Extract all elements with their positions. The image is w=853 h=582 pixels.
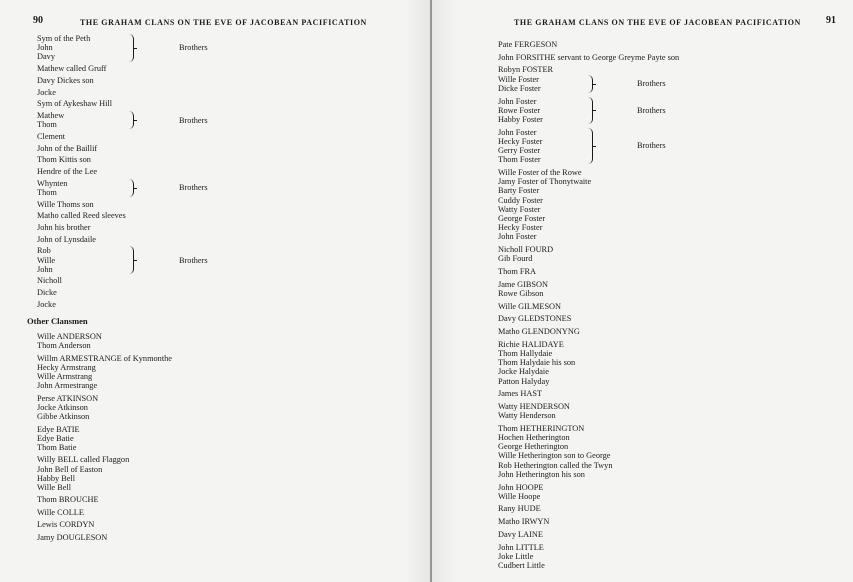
name-entry: Thom Kittis son [37, 155, 91, 165]
name-group [498, 327, 679, 336]
name-entry: Thom [37, 187, 57, 197]
book-gutter [430, 0, 432, 582]
name-group [37, 520, 172, 529]
name-group [37, 508, 172, 517]
name-entry: John his brother [37, 222, 91, 232]
name-entry: Jamy Foster of Thonytwaite [498, 177, 592, 187]
name-entry: Barty Foster [498, 186, 540, 196]
name-entry: Hochen Hetherington [498, 433, 570, 443]
name-group [37, 425, 172, 453]
name-entry: Wille COLLE [37, 507, 84, 517]
name-entry: John Foster [498, 127, 537, 137]
name-entry: John HOOPE [498, 482, 544, 492]
name-group [37, 235, 172, 244]
brothers-group [37, 34, 208, 62]
name-entry: Rowe Foster [498, 105, 541, 115]
name-group [498, 53, 679, 62]
name-entry: Perse ATKINSON [37, 393, 99, 403]
name-entry: Mathew called Gruff [37, 64, 107, 74]
name-entry: Rob Hetherington called the Twyn [498, 460, 613, 470]
name-entry: Thom HETHERINGTON [498, 423, 585, 433]
name-entry: Watty Henderson [498, 411, 556, 421]
name-entry: Thom Anderson [37, 341, 91, 351]
name-entry: Davy LAINE [498, 529, 543, 539]
name-entry: Rob [37, 246, 51, 256]
left-page-number: 90 [33, 15, 43, 26]
name-entry: Dicke Foster [498, 83, 541, 93]
name-group [37, 223, 172, 232]
brothers-label: Brothers [179, 255, 208, 265]
name-entry: Joke Little [498, 551, 534, 561]
brace-bracket [129, 246, 134, 274]
name-entry: Willm ARMESTRANGE of Kynmonthe [37, 353, 172, 363]
name-entry: Thom Hallydaie [498, 348, 553, 358]
brothers-group [37, 110, 208, 130]
brothers-label: Brothers [179, 43, 208, 53]
name-group [498, 424, 679, 479]
name-entry: Matho IRWYN [498, 517, 550, 527]
name-group [37, 354, 172, 391]
name-group [37, 211, 172, 220]
name-group [498, 389, 679, 398]
name-entry: John [37, 264, 53, 274]
name-group [37, 155, 172, 164]
right-page-column [498, 40, 679, 570]
name-entry: Nicholl [37, 276, 62, 286]
name-group [37, 132, 172, 141]
name-entry: Sym of Aykeshaw Hill [37, 99, 113, 109]
name-entry: Pate FERGESON [498, 40, 558, 49]
name-group [498, 530, 679, 539]
name-entry: John of the Baillif [37, 143, 98, 153]
name-entry: Hecky Foster [498, 136, 543, 146]
name-entry: George Hetherington [498, 442, 569, 452]
right-page-header: THE GRAHAM CLANS ON THE EVE OF JACOBEAN PACIFICATION [514, 18, 801, 27]
name-entry: James HAST [498, 389, 543, 399]
name-group [37, 88, 172, 97]
name-entry: Wille ANDERSON [37, 332, 102, 342]
name-group [498, 543, 679, 571]
name-entry: Wille [37, 255, 56, 265]
name-entry: Gerry Foster [498, 146, 541, 156]
name-group [498, 245, 679, 263]
brothers-group [37, 246, 208, 274]
name-group [37, 288, 172, 297]
name-entry: Habby Bell [37, 473, 76, 483]
name-entry: Hecky Foster [498, 223, 543, 233]
brace-bracket [129, 179, 134, 197]
name-group [498, 483, 679, 501]
section-title: Other Clansmen [27, 316, 88, 327]
brothers-label: Brothers [179, 115, 208, 125]
name-group [498, 504, 679, 513]
name-entry: Cudbert Little [498, 560, 545, 570]
name-group [37, 99, 172, 108]
name-entry: Wille Hetherington son to George [498, 451, 611, 461]
name-entry: Jocke Halydaie [498, 367, 549, 377]
name-entry: Wille GILMESON [498, 301, 562, 311]
name-entry: Wille Foster [498, 74, 539, 84]
name-group [37, 144, 172, 153]
brace-bracket [588, 97, 593, 125]
name-entry: Wille Armstrang [37, 372, 93, 382]
name-entry: John Hetherington his son [498, 469, 585, 479]
name-group [37, 64, 172, 73]
name-group [37, 200, 172, 209]
right-page-number: 91 [826, 15, 836, 26]
name-group [37, 300, 172, 309]
name-entry: Hendre of the Lee [37, 166, 98, 176]
name-entry: George Foster [498, 213, 546, 223]
name-entry: Nicholl FOURD [498, 245, 554, 255]
name-entry: Jocke Atkinson [37, 403, 88, 413]
name-group [498, 302, 679, 311]
name-entry: Watty Foster [498, 204, 541, 214]
name-entry: Davy GLEDSTONES [498, 314, 572, 324]
name-entry: Matho GLENDONYNG [498, 326, 580, 336]
left-page-column [27, 34, 208, 542]
name-entry: Lewis CORDYN [37, 520, 95, 530]
name-entry: Edye Batie [37, 433, 74, 443]
brothers-label: Brothers [637, 105, 666, 115]
name-entry: John [37, 43, 53, 53]
name-entry: Dicke [37, 288, 57, 298]
name-group [498, 40, 679, 49]
name-group [498, 402, 679, 420]
name-entry: John Foster [498, 232, 537, 242]
name-entry: Rany HUDE [498, 504, 541, 514]
brothers-group [37, 178, 208, 197]
name-entry: Thom [37, 120, 57, 130]
name-entry: Whynten [37, 178, 68, 188]
name-group [37, 332, 172, 350]
name-entry: Gib Fourd [498, 254, 533, 264]
name-group [498, 314, 679, 323]
name-entry: Wille Thoms son [37, 199, 94, 209]
left-page-header: THE GRAHAM CLANS ON THE EVE OF JACOBEAN PACIFICATION [80, 18, 367, 27]
brothers-label: Brothers [179, 183, 208, 193]
name-group [498, 267, 679, 276]
name-entry: Jamy DOUGLESON [37, 532, 108, 542]
name-entry: Willy BELL called Flaggon [37, 455, 130, 465]
name-entry: Richie HALIDAYE [498, 339, 564, 349]
name-group [498, 340, 679, 386]
name-entry: Thom FRA [498, 266, 537, 276]
other-clansmen-list [37, 332, 172, 542]
name-entry: John LITTLE [498, 542, 544, 552]
name-entry: John Bell of Easton [37, 464, 103, 474]
brace-bracket [129, 111, 134, 129]
name-group [37, 394, 172, 422]
name-group [37, 495, 172, 504]
name-entry: Jame GIBSON [498, 279, 549, 289]
name-entry: Edye BATIE [37, 424, 80, 434]
brace-bracket [588, 128, 593, 165]
name-entry: Habby Foster [498, 114, 543, 124]
name-entry: John of Lynsdaile [37, 234, 96, 244]
name-entry: Hecky Armstrang [37, 363, 96, 373]
brace-bracket [129, 34, 134, 62]
name-entry: Clement [37, 131, 66, 141]
brothers-label: Brothers [637, 141, 666, 151]
name-entry: Thom Foster [498, 155, 541, 165]
name-entry: Thom Batie [37, 443, 77, 453]
name-entry: John Armestrange [37, 381, 98, 391]
name-entry: Wille Hoope [498, 491, 541, 501]
name-group [498, 517, 679, 526]
name-entry: Rowe Gibson [498, 288, 544, 298]
brothers-group [498, 97, 679, 125]
name-group [37, 276, 172, 285]
name-entry: Wille Bell [37, 483, 71, 493]
name-entry: Davy [37, 52, 55, 62]
name-group [37, 455, 172, 492]
name-group [37, 76, 172, 85]
name-entry: Mathew [37, 110, 65, 120]
name-entry: Davy Dickes son [37, 75, 94, 85]
name-entry: Wille Foster of the Rowe [498, 167, 582, 177]
name-group [37, 533, 172, 542]
name-entry: Robyn FOSTER [498, 65, 554, 75]
name-entry: Patton Halyday [498, 376, 550, 386]
name-entry: Jocke [37, 299, 56, 309]
brothers-group [498, 128, 679, 165]
brothers-label: Brothers [637, 79, 666, 89]
name-group [37, 167, 172, 176]
name-entry: Sym of the Peth [37, 34, 91, 43]
name-entry: John FORSITHE servant to George Greyme Payte son [498, 52, 680, 62]
name-group [498, 168, 679, 242]
brace-bracket [588, 75, 593, 93]
name-entry: Thom Halydaie his son [498, 358, 576, 368]
name-entry: Thom BROUCHE [37, 495, 99, 505]
name-group [498, 280, 679, 298]
name-entry: John Foster [498, 96, 537, 106]
name-entry: Watty HENDERSON [498, 401, 570, 411]
name-entry: Cuddy Foster [498, 195, 543, 205]
name-entry: Jocke [37, 87, 56, 97]
name-entry: Matho called Reed sleeves [37, 211, 126, 221]
name-entry: Gibbe Atkinson [37, 412, 90, 422]
brothers-group [498, 65, 679, 93]
